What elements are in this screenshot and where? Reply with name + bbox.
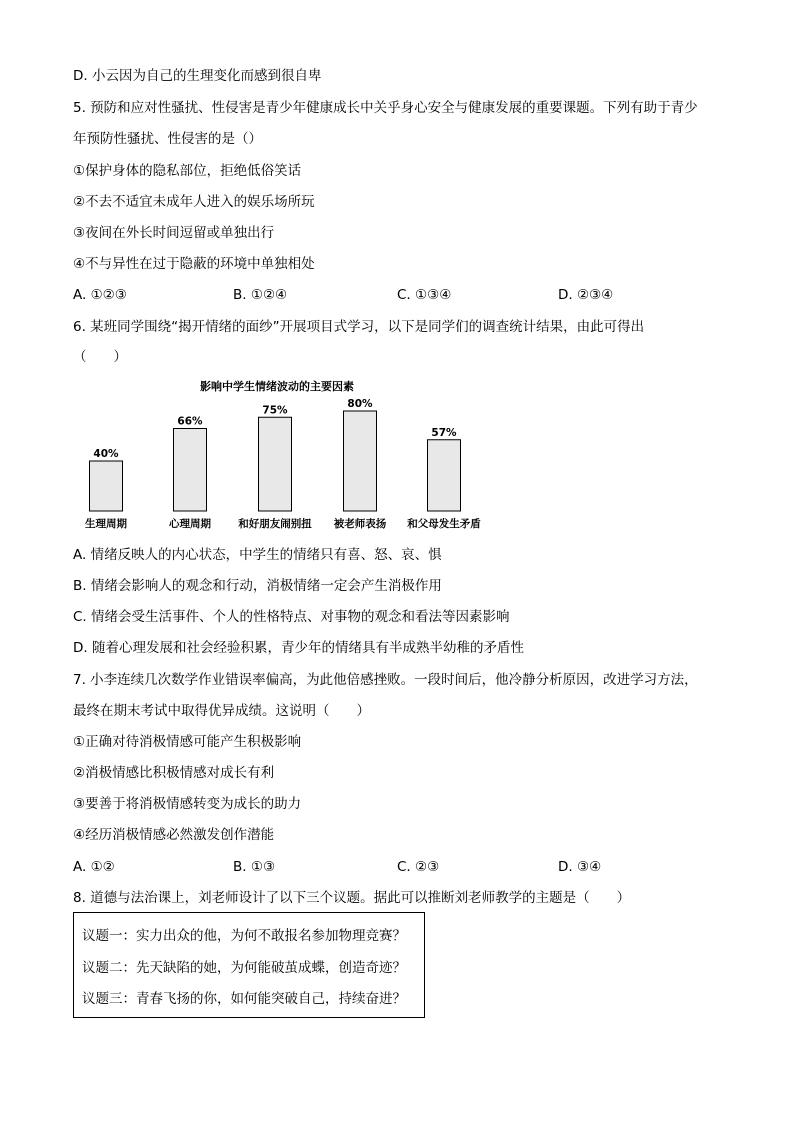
- q7-stem-line2: 最终在期末考试中取得优异成绩。这说明（ ）: [73, 703, 370, 719]
- q8-stem: 8. 道德与法治课上，刘老师设计了以下三个议题。据此可以推断刘老师教学的主题是（ ）: [73, 890, 631, 906]
- topic-2: 议题二：先天缺陷的她，为何能破茧成蝶，创造奇迹？: [82, 960, 406, 976]
- topics-box: [73, 912, 425, 1018]
- bar-2: [174, 429, 207, 512]
- topic-3: 议题三：青春飞扬的你，如何能突破自己，持续奋进？: [82, 991, 406, 1007]
- q5-statement-1: ①保护身体的隐私部位，拒绝低俗笑话: [73, 163, 302, 179]
- category-label-2: 心理周期: [169, 518, 211, 530]
- q6-stem-line1: 6. 某班同学围绕“揭开情绪的面纱”开展项目式学习，以下是同学们的调查统计结果，由此可得出: [73, 319, 645, 335]
- q5-stem-line1: 5. 预防和应对性骚扰、性侵害是青少年健康成长中关乎身心安全与健康发展的重要课题。下列有助于青少: [73, 100, 698, 116]
- q7-stem-line1: 7. 小李连续几次数学作业错误率偏高，为此他倍感挫败。一段时间后，他冷静分析原因，改进学习方法，: [73, 672, 698, 688]
- q5-option-b: B. ①②④: [233, 287, 288, 303]
- q4-option-d: D. 小云因为自己的生理变化而感到很自卑: [73, 68, 322, 84]
- category-label-5: 和父母发生矛盾: [407, 518, 481, 530]
- q6-stem-line2: （ ）: [73, 349, 127, 365]
- category-label-3: 和好朋友闹别扭: [238, 518, 312, 530]
- q7-statement-4: ④经历消极情感必然激发创作潜能: [73, 827, 275, 843]
- bar-value-label-1: 40%: [93, 448, 119, 460]
- q7-statement-1: ①正确对待消极情感可能产生积极影响: [73, 734, 302, 750]
- bar-4: [344, 411, 377, 511]
- q6-option-d: D. 随着心理发展和社会经验积累，青少年的情绪具有半成熟半幼稚的矛盾性: [73, 640, 524, 656]
- q5-statement-2: ②不去不适宜未成年人进入的娱乐场所玩: [73, 194, 315, 210]
- bar-3: [259, 417, 292, 511]
- bar-value-label-5: 57%: [431, 426, 457, 439]
- q7-option-b: B. ①③: [233, 859, 276, 875]
- q5-stem-line2: 年预防性骚扰、性侵害的是（）: [73, 131, 262, 147]
- bar-value-label-3: 75%: [262, 404, 288, 417]
- q7-option-d: D. ③④: [558, 859, 602, 875]
- bar-value-label-2: 66%: [177, 415, 203, 428]
- q5-statement-3: ③夜间在外长时间逗留或单独出行: [73, 225, 275, 241]
- q5-option-c: C. ①③④: [397, 287, 452, 303]
- category-label-1: 生理周期: [85, 518, 127, 530]
- bar-5: [428, 440, 461, 511]
- category-label-4: 被老师表扬: [333, 518, 387, 530]
- emotion-factors-chart: [73, 372, 513, 534]
- q7-option-a: A. ①②: [73, 859, 115, 875]
- q7-statement-2: ②消极情感比积极情感对成长有利: [73, 765, 275, 781]
- q6-option-a: A. 情绪反映人的内心状态，中学生的情绪只有喜、怒、哀、惧: [73, 547, 442, 563]
- bar-1: [90, 461, 123, 511]
- q6-option-c: C. 情绪会受生活事件、个人的性格特点、对事物的观念和看法等因素影响: [73, 609, 510, 625]
- bar-value-label-4: 80%: [347, 398, 373, 410]
- topic-1: 议题一：实力出众的他，为何不敢报名参加物理竞赛？: [82, 928, 406, 944]
- q5-option-a: A. ①②③: [73, 287, 127, 303]
- chart-title: 影响中学生情绪波动的主要因素: [200, 380, 354, 393]
- q7-statement-3: ③要善于将消极情感转变为成长的助力: [73, 796, 302, 812]
- q7-option-c: C. ②③: [397, 859, 440, 875]
- q6-option-b: B. 情绪会影响人的观念和行动，消极情绪一定会产生消极作用: [73, 578, 442, 594]
- q5-statement-4: ④不与异性在过于隐蔽的环境中单独相处: [73, 256, 315, 272]
- q5-option-d: D. ②③④: [558, 287, 614, 303]
